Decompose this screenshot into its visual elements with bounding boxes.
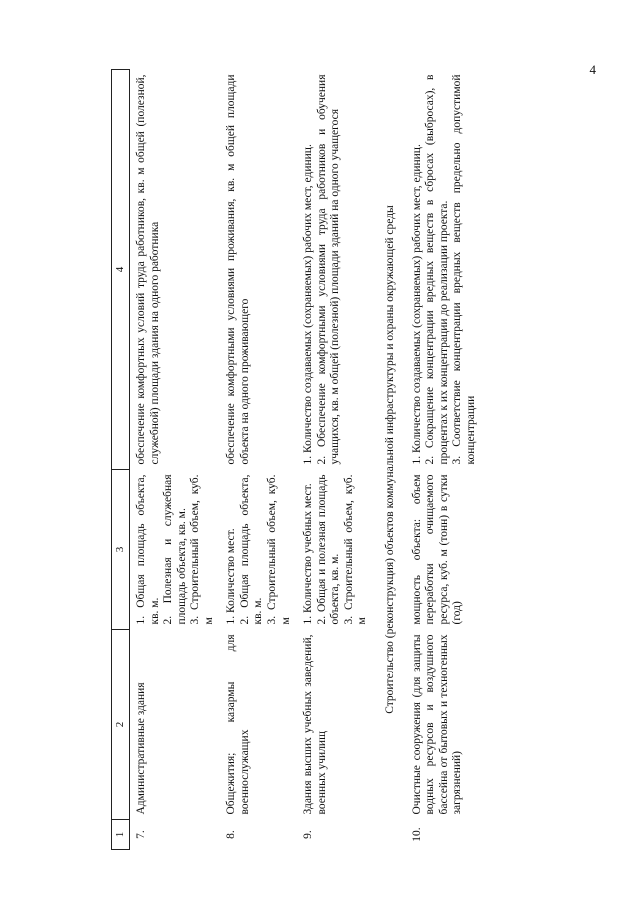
unit-item: 3. Строительный объем, куб. м [342,474,369,625]
header-col-3: 3 [112,470,130,630]
section-heading-row [374,70,406,850]
indicator-item: 1. Количество создаваемых (сохраняемых) рабочих мест, единиц. [302,144,315,465]
unit-item: 1. Количество мест. [225,528,238,625]
header-row [112,70,130,850]
capacity-units [220,470,297,630]
row-number: 10. [410,827,423,842]
table-row [297,70,374,850]
unit-item: 3. Строительный объем, куб. м [266,474,292,625]
object-name: Общежития; казармы для военнослужащих [225,634,251,815]
object-name: Очистные сооружения (для защиты водных ресурсов и воздушного бассейна от бытовых и техногенных загрязнений) [410,634,464,815]
object-name: Здания высших учебных заведений, военных училищ [302,634,328,815]
indicator-item: обеспечение комфортными условиями проживания, кв. м общей площади объекта на одного проживающего [225,74,251,465]
table-row [406,70,483,850]
header-col-4: 4 [112,70,130,470]
table-row [129,70,220,850]
capacity-units [406,470,483,630]
indicators [297,70,374,470]
indicator-item: 2. Обеспечение комфортными условиями труда работников и обучения учащихся, кв. м общей (полезной) площади зданий на одного учащегося [315,74,342,465]
unit-item: 1. Количество учебных мест. [302,483,315,625]
unit-item: мощность объекта: объем переработки очищаемого ресурса, куб. м (тонн) в сутки (год) [410,474,464,625]
capacity-units [297,470,374,630]
indicators [220,70,297,470]
indicators [129,70,220,470]
header-col-2: 2 [112,630,130,820]
unit-item: 2. Полезная и служебная площадь объекта, кв. м. [162,474,188,625]
unit-item: 2. Общая площадь объекта, кв. м. [238,474,265,625]
page-number: 4 [589,62,596,77]
unit-item: 3. Строительный объем, куб. м [189,474,215,625]
indicator-item: 2. Сокращение концентрации вредных веществ в сбросах (выбросах), в процентах к их концентрации до реализации проекта. [424,74,450,465]
indicators [406,70,483,470]
section-title: Строительство (реконструкция) объектов коммунальной инфраструктуры и охраны окружающей среды [383,205,396,714]
rotated-table-sheet [111,70,521,850]
header-col-1: 1 [112,820,130,850]
indicator-item: 3. Соответствие концентрации вредных веществ предельно допустимой концентрации [451,74,477,465]
row-number: 9. [302,830,315,839]
object-name: Административные здания [134,682,147,815]
indicator-item: 1. Количество создаваемых (сохраняемых) рабочих мест, единиц. [410,144,423,465]
indicator-item: обеспечение комфортных условий труда работников, кв. м общей (полезной, служебной) площади здания на одного работника [134,74,161,465]
table-row [220,70,297,850]
row-number: 7. [134,830,147,839]
row-number: 8. [225,830,238,839]
unit-item: 1. Общая площадь объекта, кв. м. [134,474,161,625]
investment-objects-table [111,69,482,850]
unit-item: 2. Общая и полезная площадь объекта, кв. м. [315,474,342,625]
capacity-units [129,470,220,630]
